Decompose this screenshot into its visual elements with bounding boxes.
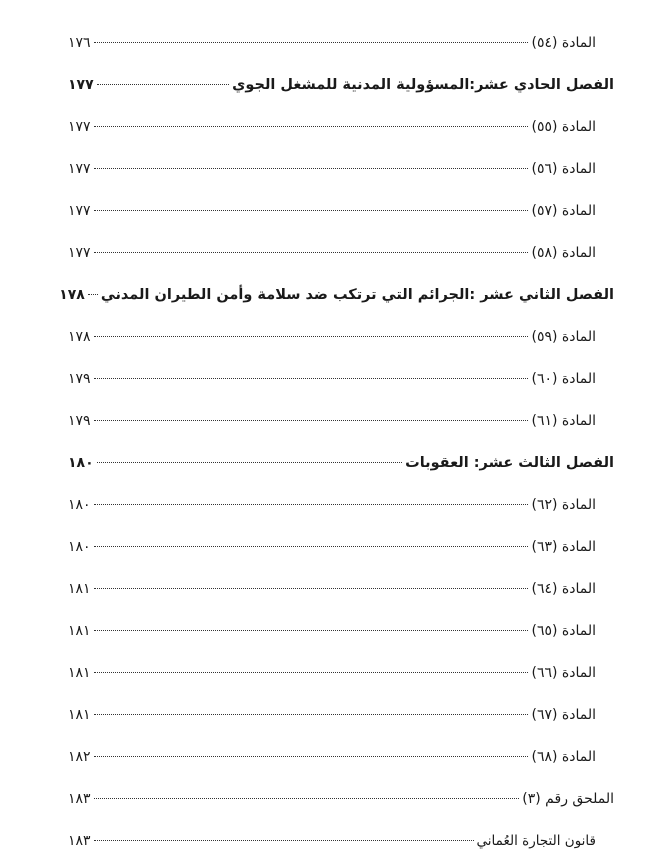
toc-page-number: ١٨١ [68,623,91,639]
dot-leader [94,378,529,379]
toc-page-number: ١٧٩ [68,371,91,387]
toc-page-number: ١٧٧ [68,203,91,219]
toc-page-number: ١٧٩ [68,413,91,429]
dot-leader [94,168,529,169]
toc-page-number: ١٨٣ [68,791,91,807]
toc-page-number: ١٧٧ [68,245,91,261]
toc-entry-title: المادة (٦٨) [531,749,596,765]
toc-entry-article-62[interactable] [68,484,614,526]
toc-entry-chapter-12[interactable] [59,274,614,316]
toc-chapter-title: الفصل الثاني عشر :الجرائم التي ترتكب ضد سلامة وأمن الطيران المدني [100,287,614,303]
dot-leader [94,252,529,253]
toc-entry-title: المادة (٥٦) [531,161,596,177]
toc-entry-article-57[interactable] [68,190,614,232]
dot-leader [94,840,474,841]
toc-entry-article-68[interactable] [68,736,614,778]
dot-leader [94,546,529,547]
toc-entry-title: المادة (٥٤) [531,35,596,51]
toc-page-number: ١٧٧ [68,77,94,93]
toc-entry-chapter-11[interactable] [68,64,614,106]
toc-page-number: ١٨١ [68,707,91,723]
toc-entry-article-64[interactable] [68,568,614,610]
toc-entry-article-65[interactable] [68,610,614,652]
dot-leader [94,504,529,505]
toc-entry-title: الملحق رقم (٣) [522,791,614,807]
toc-entry-title: المادة (٦١) [531,413,596,429]
toc-entry-article-58[interactable] [68,232,614,274]
toc-page-number: ١٨٠ [68,497,91,513]
toc-page-number: ١٧٦ [68,35,91,51]
toc-page-number: ١٨٢ [68,749,91,765]
toc-entry-title: المادة (٦٧) [531,707,596,723]
toc-entry-omani-commercial-law[interactable] [68,820,614,862]
toc-entry-title: المادة (٥٥) [531,119,596,135]
dot-leader [94,672,529,673]
dot-leader [94,714,529,715]
dot-leader [94,756,529,757]
toc-entry-title: المادة (٦٦) [531,665,596,681]
toc-page-number: ١٨١ [68,581,91,597]
toc-page-number: ١٨١ [68,665,91,681]
toc-page-number: ١٨٠ [68,455,94,471]
dot-leader [94,210,529,211]
toc-entry-title: قانون التجارة العُماني [476,833,596,849]
toc-entry-article-60[interactable] [68,358,614,400]
dot-leader [88,294,98,295]
toc-page-number: ١٧٨ [59,287,85,303]
toc-page-number: ١٧٧ [68,119,91,135]
toc-entry-article-56[interactable] [68,148,614,190]
dot-leader [94,588,529,589]
toc-page-number: ١٧٨ [68,329,91,345]
toc-entry-title: المادة (٥٨) [531,245,596,261]
dot-leader [94,630,529,631]
dot-leader [94,126,529,127]
toc-chapter-title: الفصل الثالث عشر: العقوبات [405,455,614,471]
toc-entry-article-55[interactable] [68,106,614,148]
toc-entry-article-63[interactable] [68,526,614,568]
dot-leader [97,462,402,463]
toc-entry-article-66[interactable] [68,652,614,694]
toc-entry-appendix-3[interactable] [68,778,614,820]
toc-entry-title: المادة (٥٧) [531,203,596,219]
toc-page-number: ١٨٣ [68,833,91,849]
table-of-contents [59,22,614,862]
toc-entry-title: المادة (٥٩) [531,329,596,345]
toc-entry-title: المادة (٦٤) [531,581,596,597]
toc-entry-title: المادة (٦٣) [531,539,596,555]
dot-leader [94,336,529,337]
dot-leader [94,42,529,43]
toc-entry-title: المادة (٦٢) [531,497,596,513]
dot-leader [97,84,229,85]
toc-page-number: ١٧٧ [68,161,91,177]
toc-chapter-title: الفصل الحادي عشر:المسؤولية المدنية للمشغل الجوي [232,77,614,93]
toc-entry-article-54[interactable] [68,22,614,64]
toc-entry-article-67[interactable] [68,694,614,736]
toc-entry-chapter-13[interactable] [68,442,614,484]
dot-leader [94,798,520,799]
toc-entry-title: المادة (٦٥) [531,623,596,639]
toc-entry-title: المادة (٦٠) [531,371,596,387]
toc-entry-article-59[interactable] [68,316,614,358]
toc-entry-article-61[interactable] [68,400,614,442]
toc-page-number: ١٨٠ [68,539,91,555]
dot-leader [94,420,529,421]
